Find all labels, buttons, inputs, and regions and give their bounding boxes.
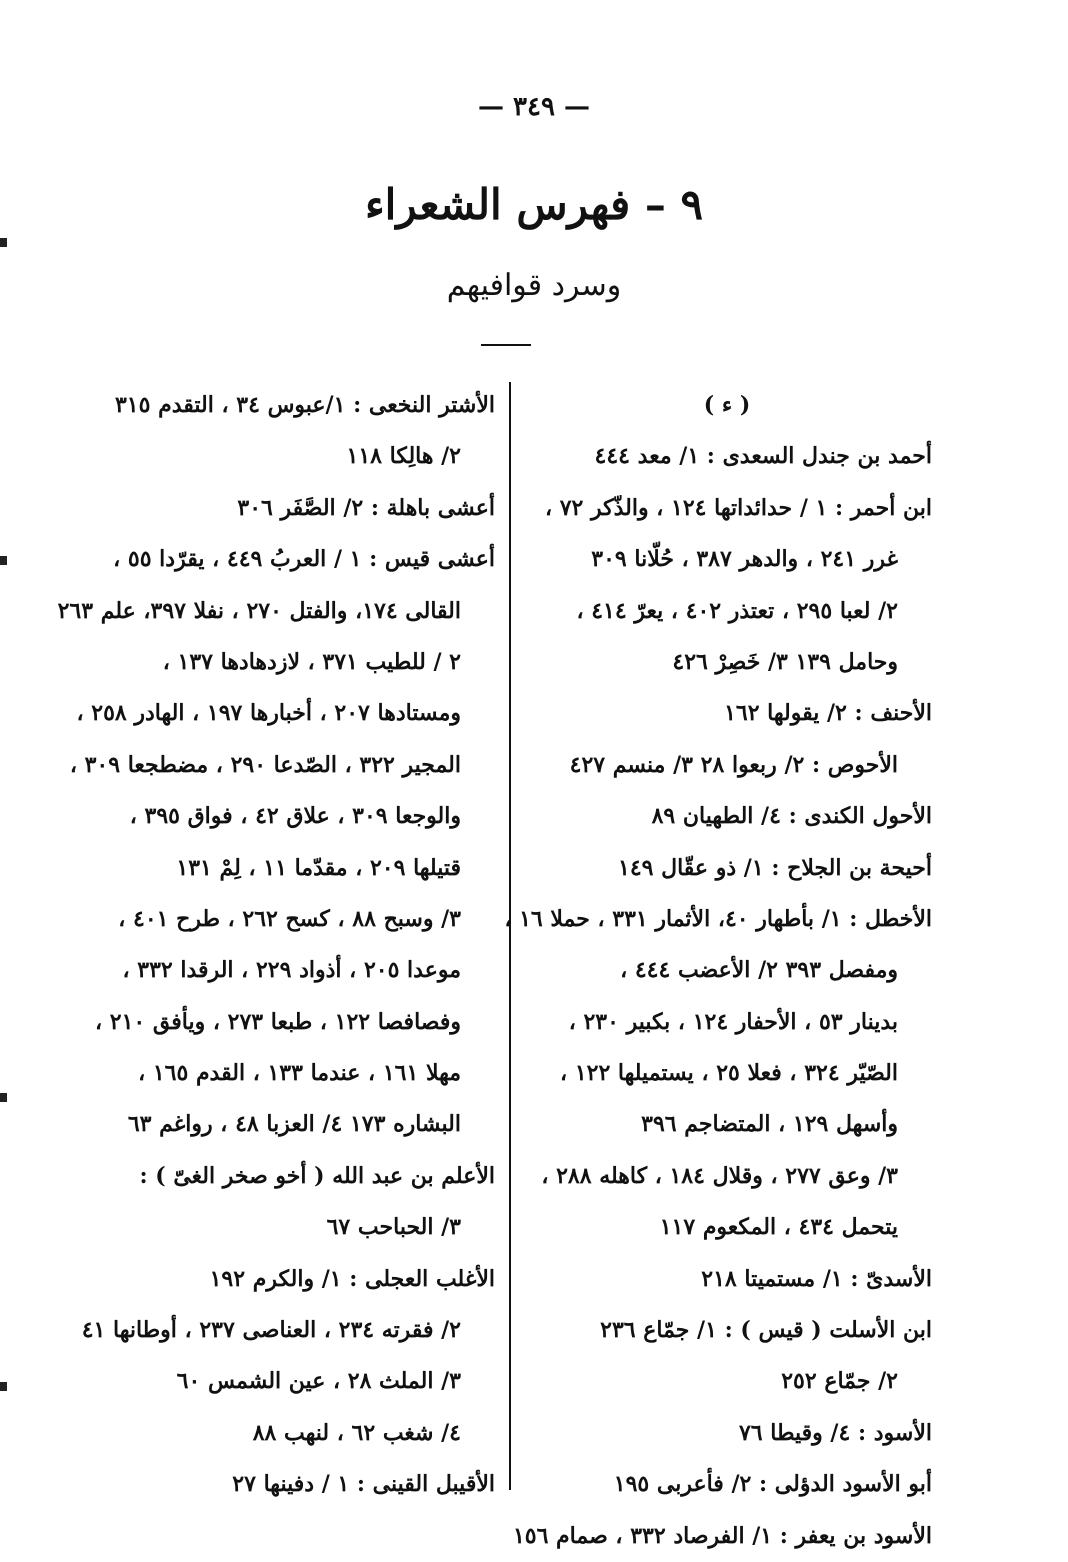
right-column-line: بدينار ٥٣ ، الأحفار ١٢٤ ، بكبير ٢٣٠ ، (568, 1008, 898, 1035)
index-title: ٩ – فهرس الشعراء (364, 180, 704, 229)
right-column-line: ٣/ وعق ٢٧٧ ، وقلال ١٨٤ ، كاهله ٢٨٨ ، (541, 1162, 898, 1189)
page-number: — ٣٤٩ — (477, 92, 591, 122)
right-column-line: ابن الأسلت ( قيس ) : ١/ جمّاع ٢٣٦ (600, 1317, 932, 1344)
left-column-line: الأقيبل القينى : ١ / دفينها ٢٧ (232, 1471, 495, 1498)
right-column-line: وحامل ١٣٩ ٣/ خَصِرْ ٤٢٦ (672, 648, 898, 675)
right-column-line: الأسدىّ : ١/ مستميتا ٢١٨ (701, 1265, 932, 1292)
left-column-line: الأعلم بن عبد الله ( أخو صخر الغىّ ) : (139, 1162, 495, 1189)
right-column-line: الأحوص : ٢/ ربعوا ٢٨ ٣/ منسم ٤٢٧ (569, 751, 898, 778)
left-column-line: الأغلب العجلى : ١/ والكرم ١٩٢ (209, 1265, 495, 1292)
right-column-line: أبو الأسود الدؤلى : ٢/ فأعربى ١٩٥ (613, 1471, 932, 1498)
index-subtitle: وسرد قوافيهم (446, 268, 622, 303)
scan-edge-mark (0, 1382, 7, 1391)
scan-edge-mark (0, 556, 7, 565)
right-column-line: الأسود : ٤/ وقيطا ٧٦ (738, 1419, 932, 1446)
right-column-line: الأحول الكندى : ٤/ الطهيان ٨٩ (651, 803, 932, 830)
left-column-line: ٢/ فقرته ٢٣٤ ، العناصى ٢٣٧ ، أوطانها ٤١ (81, 1317, 461, 1344)
left-column-line: مهلا ١٦١ ، عندما ١٣٣ ، القدم ١٦٥ ، (138, 1060, 461, 1087)
left-column-line: أعشى باهلة : ٢/ الصَّفَر ٣٠٦ (237, 494, 495, 521)
left-column (57, 380, 495, 1511)
title-rule (481, 344, 531, 346)
scan-edge-mark (0, 238, 7, 247)
left-column-line: ٤/ شغب ٦٢ ، لنهب ٨٨ (252, 1419, 461, 1446)
left-column-line: موعدا ٢٠٥ ، أذواد ٢٢٩ ، الرقدا ٣٣٢ ، (122, 957, 461, 984)
right-column-line: أحمد بن جندل السعدى : ١/ معد ٤٤٤ (594, 443, 932, 470)
scan-edge-mark (0, 1093, 7, 1102)
left-column-line: ٣/ وسبح ٨٨ ، كسح ٢٦٢ ، طرح ٤٠١ ، (118, 905, 461, 932)
right-column-line: وأسهل ١٢٩ ، المتضاجم ٣٩٦ (641, 1111, 898, 1138)
left-column-line: ٣/ الحباحب ٦٧ (326, 1214, 461, 1241)
left-column-line: وفصافصا ١٢٢ ، طبعا ٢٧٣ ، ويأفق ٢١٠ ، (95, 1008, 461, 1035)
left-column-line: البشاره ١٧٣ ٤/ العزبا ٤٨ ، رواغم ٦٣ (127, 1111, 461, 1138)
right-column-line: ٢/ لعبا ٢٩٥ ، تعتذر ٤٠٢ ، يعرّ ٤١٤ ، (576, 597, 898, 624)
right-column-line: الأخطل : ١/ بأطهار ٤٠، الأثمار ٣٣١ ، حملا ١٦ ، (504, 905, 932, 932)
right-column-line: يتحمل ٤٣٤ ، المكعوم ١١٧ (659, 1214, 898, 1241)
left-column-line: ٢/ هالِكا ١١٨ (346, 443, 461, 470)
left-column-line: المجير ٣٢٢ ، الصّدعا ٢٩٠ ، مضطجعا ٣٠٩ ، (69, 751, 461, 778)
right-column-line: أحيحة بن الجلاح : ١/ ذو عقّال ١٤٩ (618, 854, 932, 881)
left-column-line: ٢ / للطيب ٣٧١ ، لازدهادها ١٣٧ ، (162, 648, 461, 675)
left-column-line: قتيلها ٢٠٩ ، مقدّما ١١ ، لِمْ ١٣١ (176, 854, 461, 881)
right-column-line: ٢/ جمّاع ٢٥٢ (781, 1368, 898, 1395)
left-column-line: ٣/ الملث ٢٨ ، عين الشمس ٦٠ (176, 1368, 461, 1395)
right-column-line: ومفصل ٣٩٣ ٢/ الأعضب ٤٤٤ ، (620, 957, 898, 984)
right-column-line: الأحنف : ٢/ يقولها ١٦٢ (724, 700, 932, 727)
left-column-line: الأشتر النخعى : ١/عبوس ٣٤ ، التقدم ٣١٥ (114, 392, 495, 418)
right-column (504, 380, 932, 1562)
left-column-line: ومستادها ٢٠٧ ، أخبارها ١٩٧ ، الهادر ٢٥٨ ، (76, 700, 461, 727)
left-column-line: أعشى قيس : ١ / العربُ ٤٤٩ ، يقرّدا ٥٥ ، (113, 546, 495, 573)
left-column-line: القالى ١٧٤، والفتل ٢٧٠ ، نفلا ٣٩٧، علم ٢٦٣ (57, 597, 461, 624)
right-column-line: ( ء ) (703, 392, 751, 418)
left-column-line: والوجعا ٣٠٩ ، علاق ٤٢ ، فواق ٣٩٥ ، (129, 803, 461, 830)
right-column-line: ابن أحمر : ١ / حدائداتها ١٢٤ ، والذّكر ٧٢ ، (544, 494, 932, 521)
right-column-line: الصّيّر ٣٢٤ ، فعلا ٢٥ ، يستميلها ١٢٢ ، (560, 1060, 898, 1087)
right-column-line: غرر ٢٤١ ، والدهر ٣٨٧ ، حُلّانا ٣٠٩ (591, 546, 898, 573)
right-column-line: الأسود بن يعفر : ١/ الفرصاد ٣٣٢ ، صمام ١٥٦ (512, 1522, 932, 1549)
